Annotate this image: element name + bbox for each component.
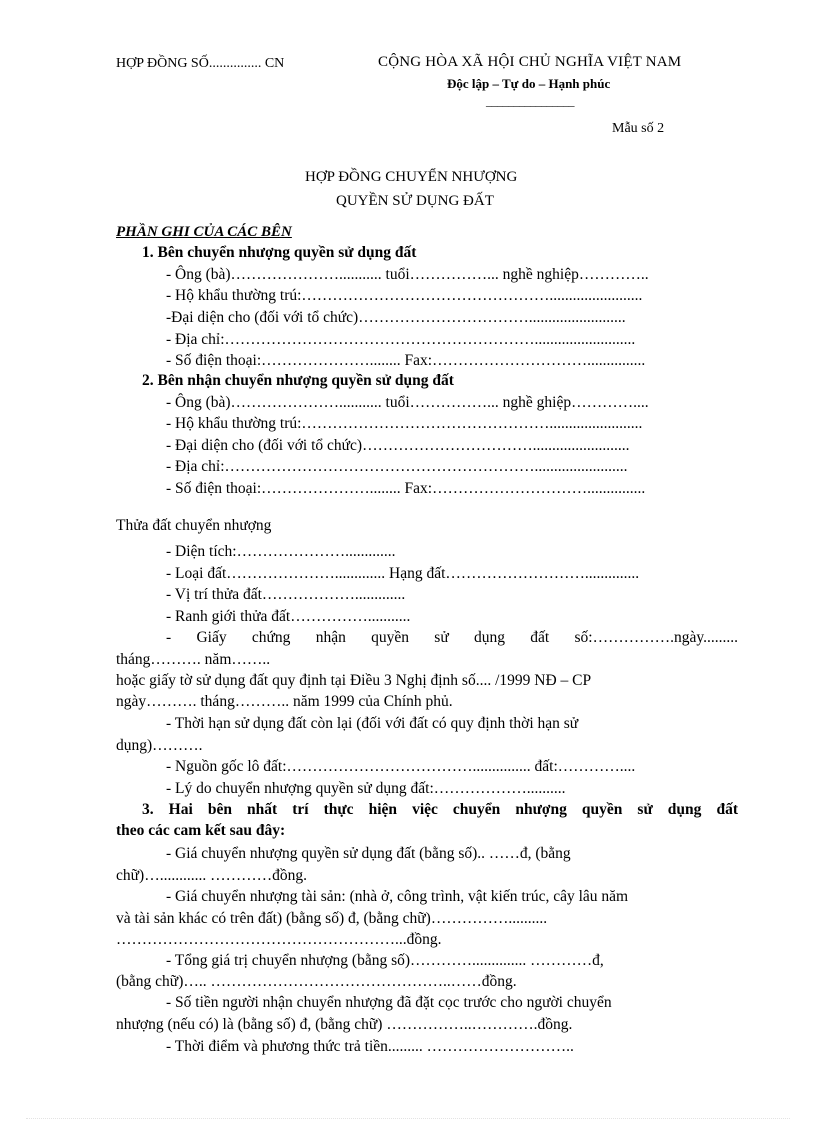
asset-price-field: - Giá chuyển nhượng tài sản: (nhà ở, công trình, vật kiến trúc, cây lâu năm [166,888,629,905]
party2-phone-field: - Số điện thoại:…………………........ Fax:…………………………............... [166,480,646,497]
party1-heading: 1. Bên chuyển nhượng quyền sử dụng đất [142,244,417,261]
land-boundary-field: - Ranh giới thửa đất……………........... [166,608,411,625]
land-type-field: - Loại đất…………………............. Hạng đất……………………….............. [166,565,640,582]
section-label: PHẦN GHI CỦA CÁC BÊN [116,224,292,240]
party2-representative-field: - Đại diện cho (đối với tổ chức)……………………………......................... [166,437,630,454]
payment-terms-field: - Thời điểm và phương thức trả tiền......... ……………………….. [166,1038,574,1055]
land-term-value: dụng)………. [116,737,203,754]
land-area-field: - Diện tích:…………………............. [166,543,396,560]
agreement-heading-cont: theo các cam kết sau đây: [116,822,286,839]
party1-address-field: - Địa chỉ:…………………………………………………….......................... [166,331,636,348]
party2-address-field: - Địa chỉ:……………………………………………………........................ [166,458,628,475]
contract-number: HỢP ĐỒNG SỐ............... CN [116,56,285,71]
land-heading: Thửa đất chuyển nhượng [116,517,272,534]
land-certificate-field: - Giấy chứng nhận quyền sử dụng đất số:…………….ngày......... [166,629,738,646]
party2-residence-field: - Hộ khẩu thường trú:…………………………………………........................ [166,415,643,432]
party1-phone-field: - Số điện thoại:…………………........ Fax:…………………………............... [166,352,646,369]
document-title-line1: HỢP ĐỒNG CHUYỂN NHƯỢNG [305,169,518,185]
party1-representative-field: -Đại diện cho (đối với tổ chức)……………………………......................... [166,309,626,326]
total-value-field: - Tổng giá trị chuyển nhượng (bằng số)………….............. …………đ, [166,952,604,969]
land-origin-field: - Nguồn gốc lô đất:………………………………............... đất:………….... [166,758,636,775]
land-term-field: - Thời hạn sử dụng đất còn lại (đối với đất có quy định thời hạn sử [166,715,579,732]
deposit-field: - Số tiền người nhận chuyển nhượng đã đặt cọc trước cho người chuyển [166,994,612,1011]
party2-heading: 2. Bên nhận chuyển nhượng quyền sử dụng đất [142,372,454,389]
deposit-amount: nhượng (nếu có) là (bằng số) đ, (bằng chữ) ……………..………….đồng. [116,1016,573,1033]
land-price-words: chữ)…............ …………đồng. [116,867,307,884]
country-name: CỘNG HÒA XÃ HỘI CHỦ NGHĨA VIỆT NAM [378,54,682,70]
form-number: Mẫu số 2 [612,121,665,136]
header-rule: ________________ [486,94,574,108]
land-decree-date: ngày………. tháng……….. năm 1999 của Chính phủ. [116,693,453,710]
document-title-line2: QUYỀN SỬ DỤNG ĐẤT [336,193,494,209]
asset-price-detail: và tài sản khác có trên đất) (bằng số) đ, (bằng chữ)…………….......... [116,910,548,927]
land-price-field: - Giá chuyển nhượng quyền sử dụng đất (bằng số).. ……đ, (bằng [166,845,571,862]
party1-name-field: - Ông (bà)…………………........... tuổi……………... nghề nghiệp………….. [166,266,649,283]
page-bottom-rule [26,1118,790,1119]
land-decree-field: hoặc giấy tờ sử dụng đất quy định tại Điều 3 Nghị định số.... /1999 NĐ – CP [116,672,592,689]
party2-name-field: - Ông (bà)…………………........... tuổi……………... nghề ghiệp………….... [166,394,649,411]
land-location-field: - Vị trí thửa đất………………............. [166,586,406,603]
national-motto: Độc lập – Tự do – Hạnh phúc [447,76,611,91]
land-certificate-date: tháng………. năm…….. [116,651,271,668]
land-reason-field: - Lý do chuyển nhượng quyền sử dụng đất:……………….......... [166,780,566,797]
asset-price-words: ………………………………………………...đồng. [116,931,442,948]
agreement-heading: 3. Hai bên nhất trí thực hiện việc chuyển nhượng quyền sử dụng đất [142,801,738,818]
party1-residence-field: - Hộ khẩu thường trú:…………………………………………........................ [166,287,643,304]
total-value-words: (bằng chữ)….. ………………………………………..……đồng. [116,973,517,990]
